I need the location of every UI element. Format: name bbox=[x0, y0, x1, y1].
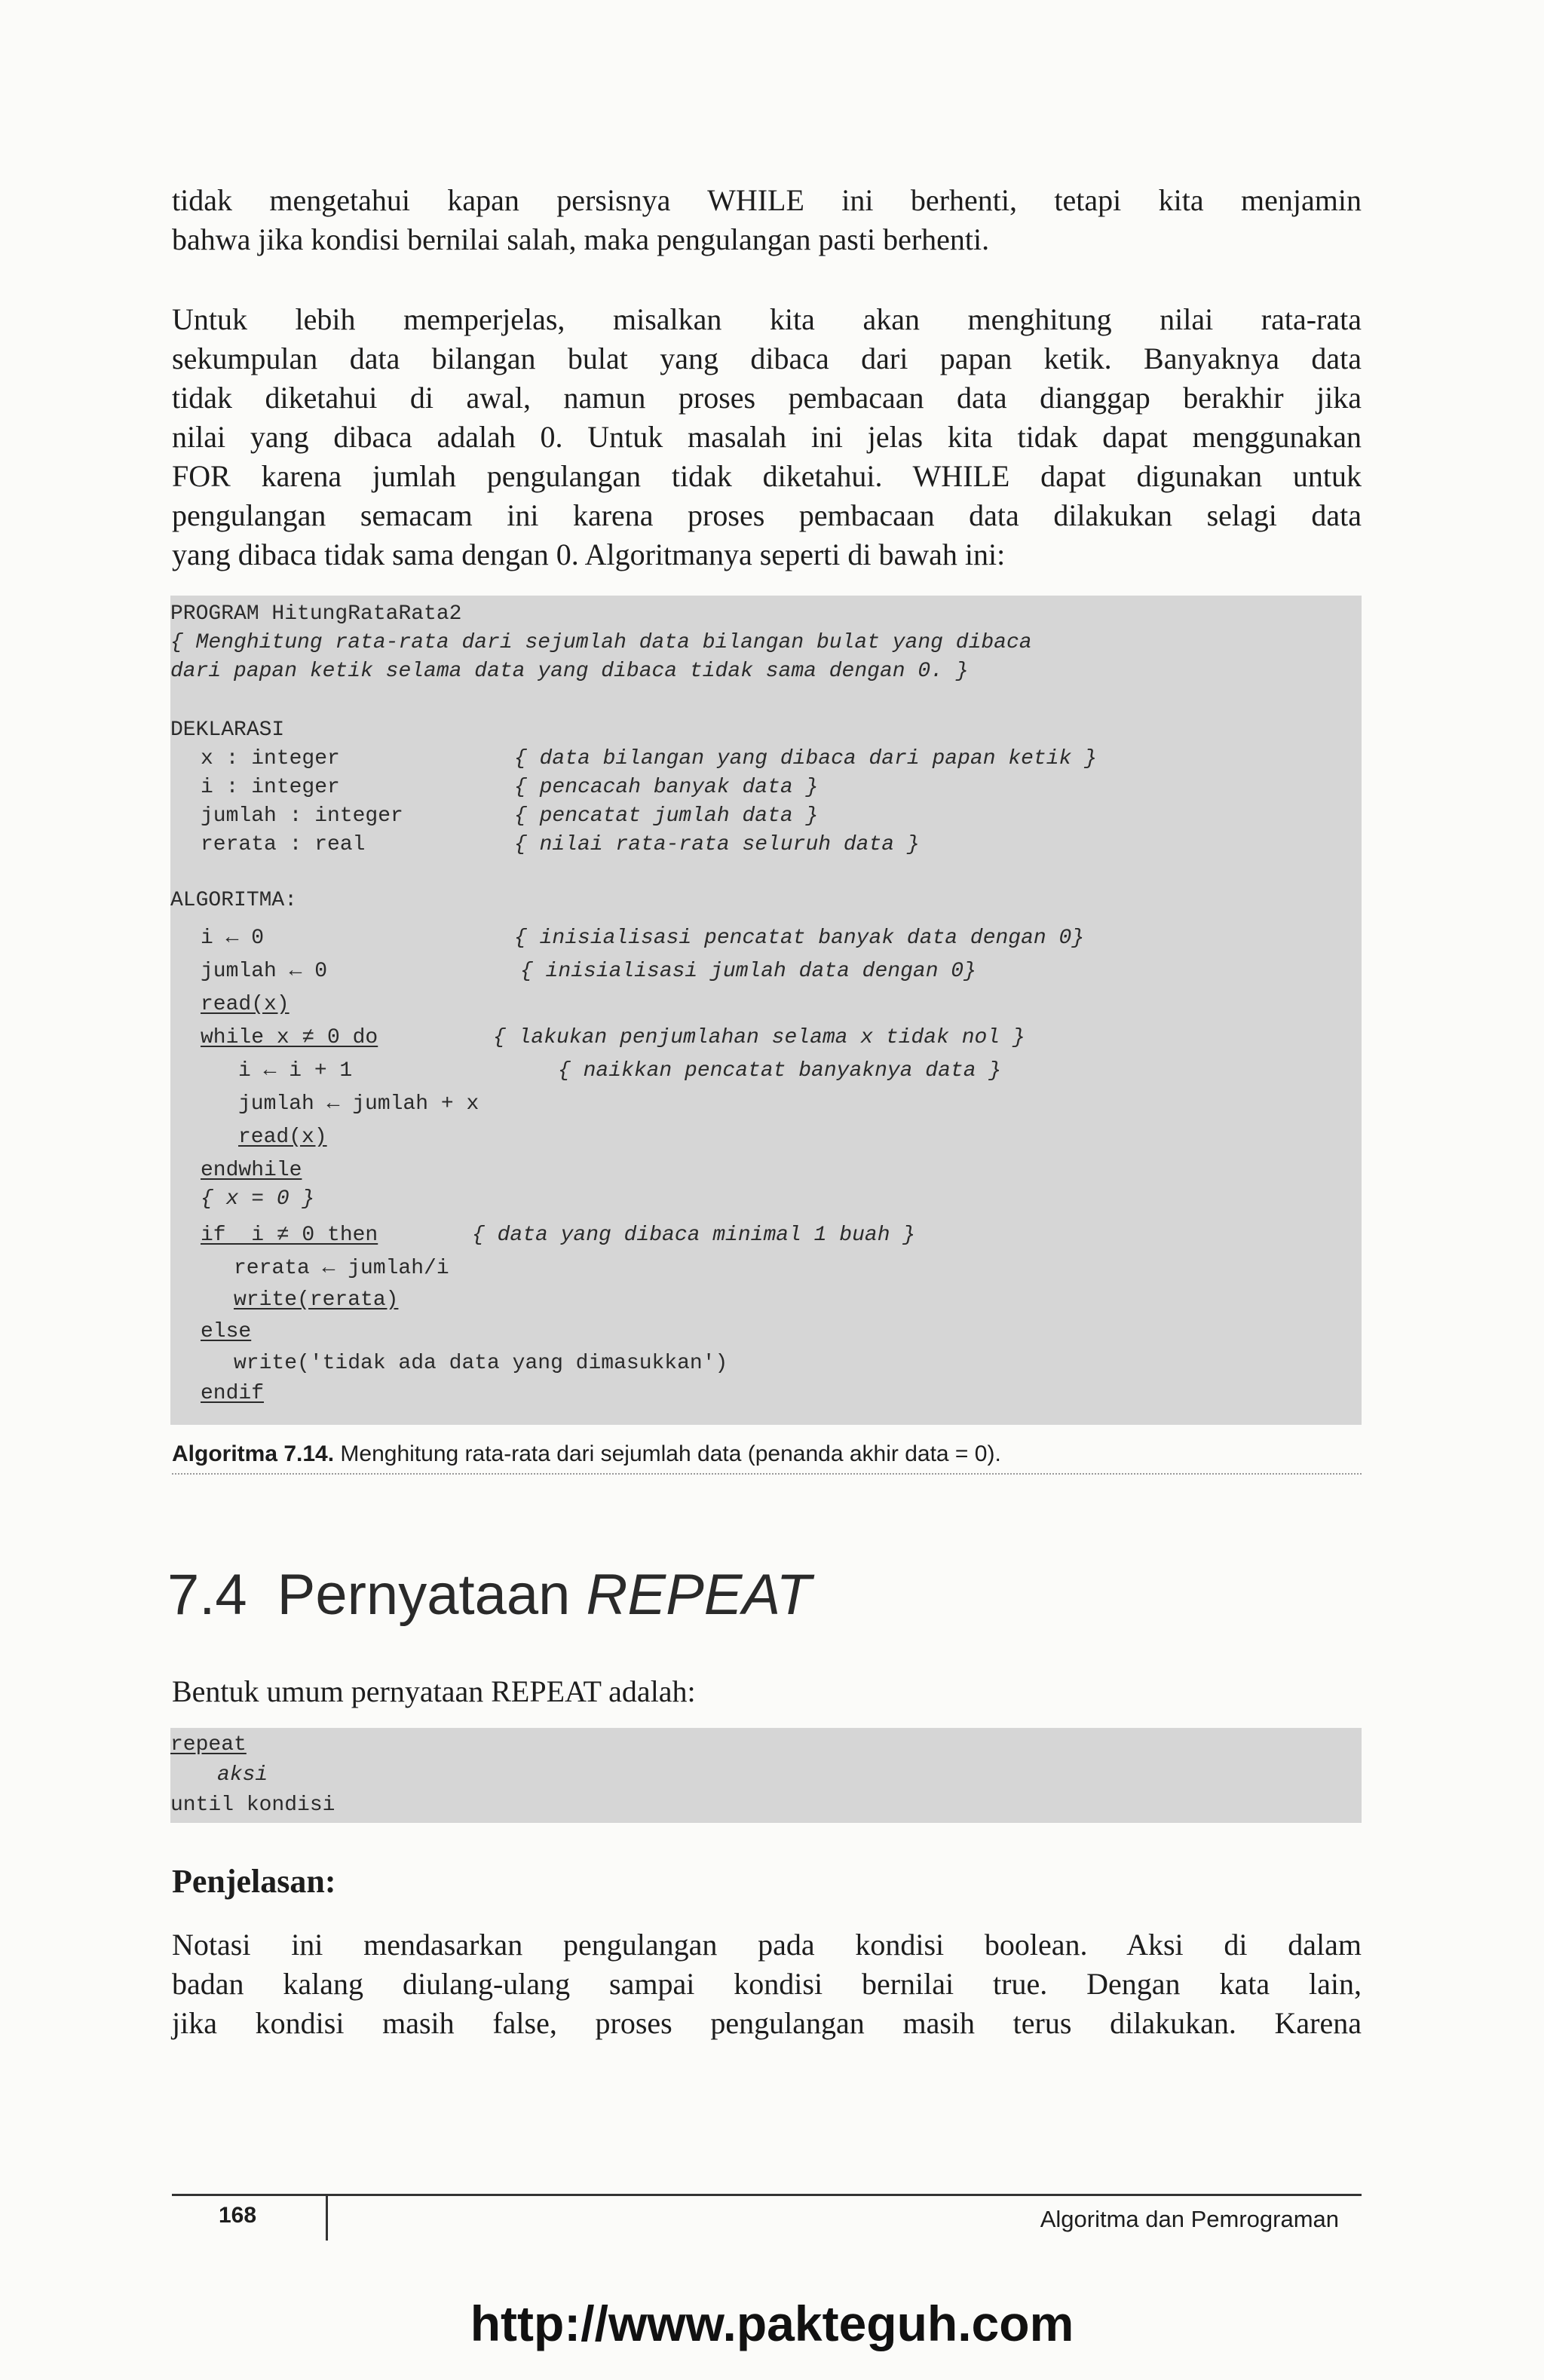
code-line: while x ≠ 0 do bbox=[201, 1026, 378, 1049]
code-line: endwhile bbox=[201, 1159, 302, 1182]
code-line: write(rerata) bbox=[234, 1288, 399, 1312]
code-comment: { data yang dibaca minimal 1 buah } bbox=[472, 1224, 916, 1247]
code-line: jumlah ← 0 bbox=[201, 960, 328, 983]
explanation-paragraph bbox=[172, 300, 1362, 574]
section-number: 7.4 bbox=[167, 1563, 247, 1627]
text-line: sekumpulan data bilangan bulat yang dibaca dari papan ketik. Banyaknya data bbox=[172, 342, 1362, 375]
section-title: Pernyataan bbox=[277, 1563, 587, 1627]
repeat-explanation-paragraph bbox=[172, 1925, 1362, 2043]
code-line: read(x) bbox=[238, 1126, 327, 1149]
algorithm-code-block bbox=[170, 596, 1362, 1425]
code-line: jumlah ← jumlah + x bbox=[238, 1092, 479, 1116]
text-line: Bentuk umum pernyataan REPEAT adalah: bbox=[172, 1674, 696, 1708]
code-line: aksi bbox=[217, 1763, 268, 1787]
code-line: else bbox=[201, 1320, 252, 1343]
code-line: endif bbox=[201, 1382, 265, 1405]
text-line: jika kondisi masih false, proses pengulangan masih terus dilakukan. Karena bbox=[172, 2006, 1362, 2040]
code-line: DEKLARASI bbox=[170, 718, 285, 742]
text-line: pengulangan semacam ini karena proses pembacaan data dilakukan selagi data bbox=[172, 498, 1362, 532]
code-line: rerata ← jumlah/i bbox=[234, 1257, 449, 1280]
text-line: badan kalang diulang-ulang sampai kondisi bernilai true. Dengan kata lain, bbox=[172, 1967, 1362, 2001]
subheading: Penjelasan: bbox=[172, 1863, 336, 1900]
code-line: rerata : real bbox=[201, 833, 366, 856]
book-title: Algoritma dan Pemrograman bbox=[1040, 2206, 1339, 2232]
text-line: tidak diketahui di awal, namun proses pembacaan data dianggap berakhir jika bbox=[172, 381, 1362, 415]
text-line: bahwa jika kondisi bernilai salah, maka pengulangan pasti berhenti. bbox=[172, 222, 990, 256]
code-comment: { inisialisasi jumlah data dengan 0} bbox=[520, 960, 976, 983]
page-number: 168 bbox=[219, 2203, 257, 2228]
text-line: nilai yang dibaca adalah 0. Untuk masalah ini jelas kita tidak dapat menggunakan bbox=[172, 420, 1362, 454]
caption-text: Menghitung rata-rata dari sejumlah data (penanda akhir data = 0). bbox=[340, 1441, 1001, 1466]
code-comment: { inisialisasi pencatat banyak data dengan 0} bbox=[514, 927, 1085, 950]
watermark-url: http://www.pakteguh.com bbox=[470, 2296, 1074, 2351]
algorithm-caption bbox=[172, 1441, 1362, 1475]
code-line: repeat bbox=[170, 1733, 247, 1757]
code-line: write('tidak ada data yang dimasukkan') bbox=[234, 1352, 728, 1375]
section-heading bbox=[167, 1562, 811, 1628]
text-line: Untuk lebih memperjelas, misalkan kita akan menghitung nilai rata-rata bbox=[172, 302, 1362, 336]
code-comment: { naikkan pencatat banyaknya data } bbox=[558, 1059, 1002, 1083]
text-line: yang dibaca tidak sama dengan 0. Algoritmanya seperti di bawah ini: bbox=[172, 538, 1006, 571]
code-line: jumlah : integer bbox=[201, 804, 403, 828]
code-line: PROGRAM HitungRataRata2 bbox=[170, 602, 462, 626]
code-line: read(x) bbox=[201, 993, 290, 1016]
code-comment: { pencacah banyak data } bbox=[514, 776, 819, 799]
code-comment: { x = 0 } bbox=[201, 1187, 315, 1211]
code-comment: dari papan ketik selama data yang dibaca tidak sama dengan 0. } bbox=[170, 660, 969, 683]
footer-rule bbox=[172, 2194, 1362, 2196]
code-line: until kondisi bbox=[170, 1793, 335, 1817]
caption-label: Algoritma 7.14. bbox=[172, 1441, 335, 1466]
code-comment: { data bilangan yang dibaca dari papan ketik } bbox=[514, 747, 1097, 770]
code-line: ALGORITMA: bbox=[170, 889, 298, 912]
repeat-intro-paragraph bbox=[172, 1672, 1362, 1711]
code-comment: { lakukan penjumlahan selama x tidak nol } bbox=[493, 1026, 1025, 1049]
code-comment: { nilai rata-rata seluruh data } bbox=[514, 833, 920, 856]
text-line: FOR karena jumlah pengulangan tidak diketahui. WHILE dapat digunakan untuk bbox=[172, 459, 1362, 493]
text-line: tidak mengetahui kapan persisnya WHILE ini berhenti, tetapi kita menjamin bbox=[172, 183, 1362, 217]
repeat-syntax-code-block bbox=[170, 1728, 1362, 1823]
code-line: x : integer bbox=[201, 747, 340, 770]
code-line: i ← 0 bbox=[201, 927, 265, 950]
code-comment: { pencatat jumlah data } bbox=[514, 804, 819, 828]
code-line: if i ≠ 0 then bbox=[201, 1224, 378, 1247]
code-comment: { Menghitung rata-rata dari sejumlah data bilangan bulat yang dibaca bbox=[170, 631, 1032, 654]
code-line: i ← i + 1 bbox=[238, 1059, 353, 1083]
intro-paragraph bbox=[172, 181, 1362, 259]
footer-divider bbox=[326, 2195, 328, 2241]
text-line: Notasi ini mendasarkan pengulangan pada kondisi boolean. Aksi di dalam bbox=[172, 1928, 1362, 1962]
code-line: i : integer bbox=[201, 776, 340, 799]
section-title-keyword: REPEAT bbox=[586, 1563, 811, 1627]
